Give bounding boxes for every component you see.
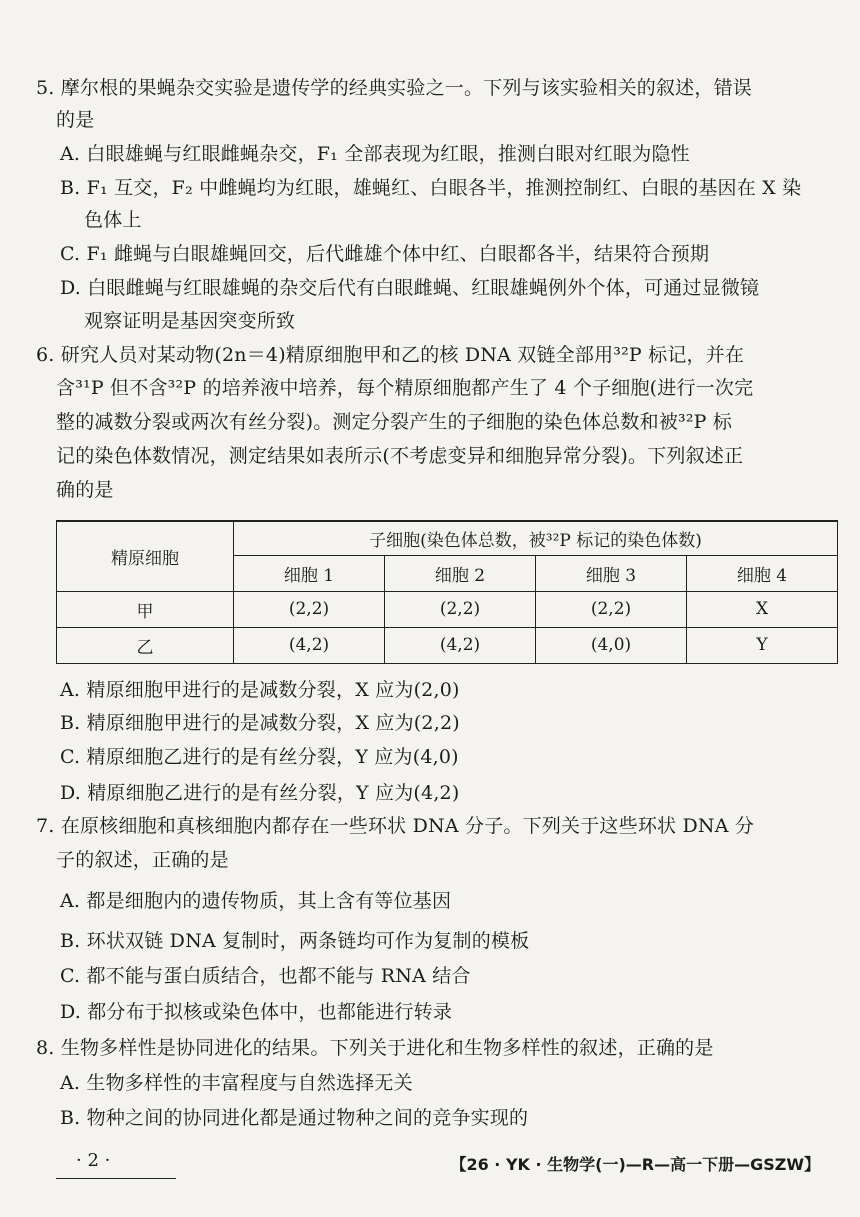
q5-option-d: D. 白眼雌蝇与红眼雄蝇的杂交后代有白眼雌蝇、红眼雄蝇例外个体，可通过显微镜 <box>60 277 760 299</box>
q8-option-a: A. 生物多样性的丰富程度与自然选择无关 <box>60 1072 413 1094</box>
q5-option-d-cont: 观察证明是基因突变所致 <box>84 310 296 332</box>
q7-stem-line-2: 子的叙述，正确的是 <box>56 849 229 871</box>
table-row-label: 甲 <box>57 591 234 627</box>
page-number: · 2 · <box>76 1150 111 1171</box>
q5-stem-line-1: 5. 摩尔根的果蝇杂交实验是遗传学的经典实验之一。下列与该实验相关的叙述，错误 <box>36 77 752 99</box>
table-row <box>57 627 838 663</box>
q5-option-b-cont: 色体上 <box>84 209 142 231</box>
table-cell: (2,2) <box>385 591 536 627</box>
q8-option-b: B. 物种之间的协同进化都是通过物种之间的竞争实现的 <box>60 1107 529 1129</box>
table-cell: X <box>687 591 838 627</box>
q7-option-a: A. 都是细胞内的遗传物质，其上含有等位基因 <box>60 890 452 912</box>
q5-option-c: C. F₁ 雌蝇与白眼雄蝇回交，后代雌雄个体中红、白眼都各半，结果符合预期 <box>60 243 710 265</box>
table-col-header-3: 细胞 3 <box>536 555 687 591</box>
table-group-header: 子细胞(染色体总数，被³²P 标记的染色体数) <box>234 521 838 555</box>
q6-stem-line-4: 记的染色体数情况，测定结果如表所示(不考虑变异和细胞异常分裂)。下列叙述正 <box>56 445 744 467</box>
q7-stem-line-1: 7. 在原核细胞和真核细胞内都存在一些环状 DNA 分子。下列关于这些环状 DNA 分 <box>36 815 755 837</box>
exam-code: 【26 · YK · 生物学(一)—R—高一下册—GSZW】 <box>450 1155 820 1174</box>
q5-option-a: A. 白眼雄蝇与红眼雌蝇杂交，F₁ 全部表现为红眼，推测白眼对红眼为隐性 <box>60 143 690 165</box>
q7-option-c: C. 都不能与蛋白质结合，也都不能与 RNA 结合 <box>60 965 471 987</box>
table-cell: Y <box>687 627 838 663</box>
table-cell: (2,2) <box>536 591 687 627</box>
q6-stem-line-2: 含³¹P 但不含³²P 的培养液中培养，每个精原细胞都产生了 4 个子细胞(进行一次完 <box>56 377 754 399</box>
q7-option-d: D. 都分布于拟核或染色体中，也都能进行转录 <box>60 1001 453 1023</box>
q8-stem-line-1: 8. 生物多样性是协同进化的结果。下列关于进化和生物多样性的叙述，正确的是 <box>36 1037 714 1059</box>
q6-option-c: C. 精原细胞乙进行的是有丝分裂，Y 应为(4,0) <box>60 746 459 768</box>
q6-stem-line-5: 确的是 <box>56 479 114 501</box>
q5-stem-line-2: 的是 <box>56 109 95 131</box>
q6-stem-line-1: 6. 研究人员对某动物(2n＝4)精原细胞甲和乙的核 DNA 双链全部用³²P 标记，并在 <box>36 344 745 366</box>
table-row <box>57 591 838 627</box>
table-cell: (4,0) <box>536 627 687 663</box>
q6-option-a: A. 精原细胞甲进行的是减数分裂，X 应为(2,0) <box>60 679 460 701</box>
q6-option-d: D. 精原细胞乙进行的是有丝分裂，Y 应为(4,2) <box>60 782 460 804</box>
table-cell: (2,2) <box>234 591 385 627</box>
table-row-header: 精原细胞 <box>57 521 234 591</box>
table-row-label: 乙 <box>57 627 234 663</box>
table-cell: (4,2) <box>234 627 385 663</box>
table-col-header-4: 细胞 4 <box>687 555 838 591</box>
footer-rule <box>56 1178 176 1179</box>
table-col-header-2: 细胞 2 <box>385 555 536 591</box>
q6-option-b: B. 精原细胞甲进行的是减数分裂，X 应为(2,2) <box>60 712 460 734</box>
q5-option-b: B. F₁ 互交，F₂ 中雌蝇均为红眼，雄蝇红、白眼各半，推测控制红、白眼的基因在 X 染 <box>60 177 802 199</box>
q6-stem-line-3: 整的减数分裂或两次有丝分裂)。测定分裂产生的子细胞的染色体总数和被³²P 标 <box>56 411 733 433</box>
table-col-header-1: 细胞 1 <box>234 555 385 591</box>
table-cell: (4,2) <box>385 627 536 663</box>
q6-data-table <box>56 520 838 664</box>
q7-option-b: B. 环状双链 DNA 复制时，两条链均可作为复制的模板 <box>60 930 530 952</box>
